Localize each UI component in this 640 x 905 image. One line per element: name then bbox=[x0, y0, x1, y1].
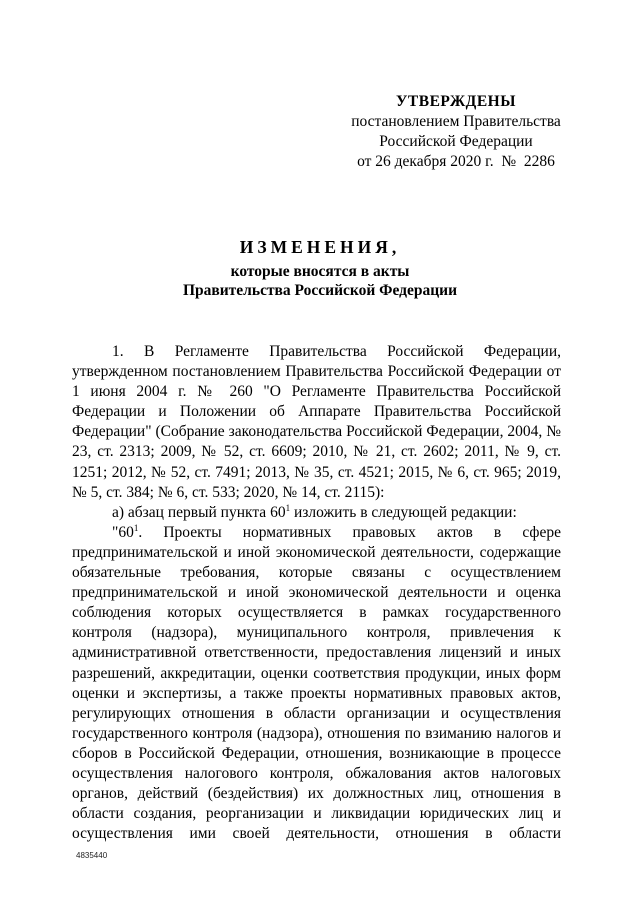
paragraph-2-superscript: 1 bbox=[285, 502, 291, 513]
title-subtitle-2: Правительства Российской Федерации bbox=[182, 282, 458, 299]
document-title bbox=[60, 236, 580, 300]
document-body bbox=[72, 342, 561, 844]
title-main: ИЗМЕНЕНИЯ, bbox=[239, 237, 401, 257]
approval-line-2: Российской Федерации bbox=[379, 133, 533, 150]
document-code: 4835440 bbox=[76, 851, 108, 860]
approval-line-1: постановлением Правительства bbox=[351, 113, 561, 130]
paragraph-2 bbox=[72, 503, 561, 523]
title-subtitle-1: которые вносятся в акты bbox=[230, 263, 410, 280]
paragraph-1: 1. В Регламенте Правительства Российской Федерации, утвержденном постановлением Правительства Российской Федерации от 1 июня 2004 г. № 260 "О Регламенте Правительства Российской Федерации и Положении об Аппарате Правительства Российской Федерации" (Собрание законодательства Российской Федерации, 2004, № 23, ст. 2313; 2009, № 52, ст. 6609; 2010, № 21, ст. 2602; 2011, № 9, ст. 1251; 2012, № 52, ст. 7491; 2013, № 35, ст. 4521; 2015, № 6, ст. 965; 2019, № 5, ст. 384; № 6, ст. 533; 2020, № 14, ст. 2115): bbox=[72, 343, 561, 501]
approval-line-3: от 26 декабря 2020 г. № 2286 bbox=[357, 153, 555, 170]
approval-heading: УТВЕРЖДЕНЫ bbox=[396, 93, 516, 110]
paragraph-3-text-a: "60 bbox=[112, 523, 134, 541]
paragraph-3-text-b: . Проекты нормативных правовых актов в сфере предпринимательской и иной экономической деятельности, содержащие обязательные требования, которые связаны с осуществлением предпринимательской и иной экономической деятельности и оценка соблюдения которых осуществляется в рамках государственного контроля (надзора), муниципального контроля, привлечения к административной ответственности, предоставления лицензий и иных разрешений, аккредитации, оценки соответствия продукции, иных форм оценки и экспертизы, а также проекты нормативных правовых актов, регулирующих отношения в области организации и осуществления государственного контроля (надзора), отношения по взиманию налогов и сборов в Российской Федерации, отношения, возникающие в процессе осуществления налогового контроля, обжалования актов налоговых органов, действий (бездействия) их должностных лиц, отношения в области создания, реорганизации и ликвидации юридических лиц и осуществления ими своей деятельности, отношения в области bbox=[72, 523, 561, 843]
paragraph-3-superscript: 1 bbox=[133, 522, 139, 533]
paragraph-3 bbox=[72, 523, 561, 845]
approval-stamp bbox=[340, 92, 572, 172]
paragraph-2-text-b: изложить в следующей редакции: bbox=[290, 503, 517, 521]
paragraph-2-text-a: а) абзац первый пункта 60 bbox=[112, 503, 286, 521]
